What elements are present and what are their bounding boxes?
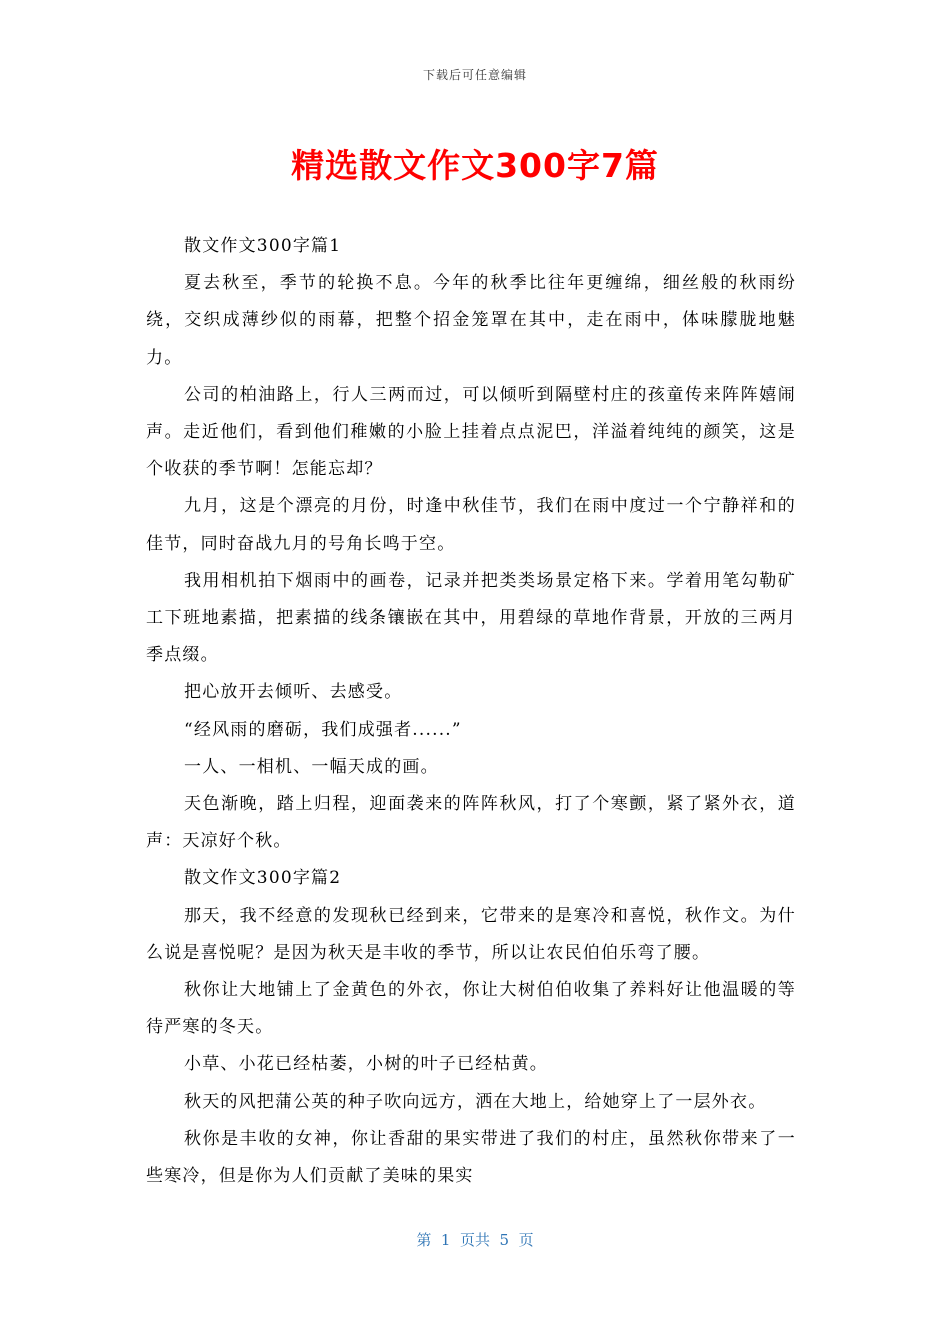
section-heading-2: 散文作文300字篇2	[184, 868, 342, 889]
paragraph: 那天，我不经意的发现秋已经到来，它带来的是寒冷和喜悦，秋作文。为什么说是喜悦呢？是因为秋天是丰收的季节，所以让农民伯伯乐弯了腰。	[146, 905, 796, 963]
paragraph: 秋你是丰收的女神，你让香甜的果实带进了我们的村庄，虽然秋你带来了一些寒冷，但是你为人们贡献了美味的果实	[146, 1128, 796, 1187]
paragraph: 秋天的风把蒲公英的种子吹向远方，洒在大地上，给她穿上了一层外衣。	[184, 1091, 767, 1112]
paragraph: 天色渐晚，踏上归程，迎面袭来的阵阵秋风，打了个寒颤，紧了紧外衣，道声：天凉好个秋。	[146, 794, 796, 852]
section-heading-1: 散文作文300字篇1	[184, 236, 342, 256]
paragraph: 把心放开去倾听、去感受。	[184, 682, 403, 703]
paragraph: 公司的柏油路上，行人三两而过，可以倾听到隔壁村庄的孩童传来阵阵嬉闹声。走近他们，看到他们稚嫩的小脸上挂着点点泥巴，洋溢着纯纯的颜笑，这是个收获的季节啊！怎能忘却？	[146, 384, 796, 480]
paragraph: 九月，这是个漂亮的月份，时逢中秋佳节，我们在雨中度过一个宁静祥和的佳节，同时奋战九月的号角长鸣于空。	[146, 496, 796, 554]
paragraph-quote: “经风雨的磨砺，我们成强者......”	[184, 719, 462, 740]
paragraph: 夏去秋至，季节的轮换不息。今年的秋季比往年更缠绵，细丝般的秋雨纷绕，交织成薄纱似的雨幕，把整个招金笼罩在其中，走在雨中，体味朦胧地魅力。	[146, 273, 796, 368]
document-title: 精选散文作文300字7篇	[291, 146, 659, 185]
document-body	[146, 228, 796, 1195]
paragraph: 小草、小花已经枯萎，小树的叶子已经枯黄。	[184, 1054, 548, 1075]
paragraph: 我用相机拍下烟雨中的画卷，记录并把类类场景定格下来。学着用笔勾勒矿工下班地素描，把素描的线条镶嵌在其中，用碧绿的草地作背景，开放的三两月季点缀。	[146, 570, 796, 666]
page-header-note: 下载后可任意编辑	[422, 68, 527, 82]
paragraph: 一人、一相机、一幅天成的画。	[184, 756, 439, 777]
paragraph: 秋你让大地铺上了金黄色的外衣，你让大树伯伯收集了养料好让他温暖的等待严寒的冬天。	[146, 980, 796, 1038]
page-footer-number: 第 1 页共 5 页	[416, 1231, 534, 1249]
